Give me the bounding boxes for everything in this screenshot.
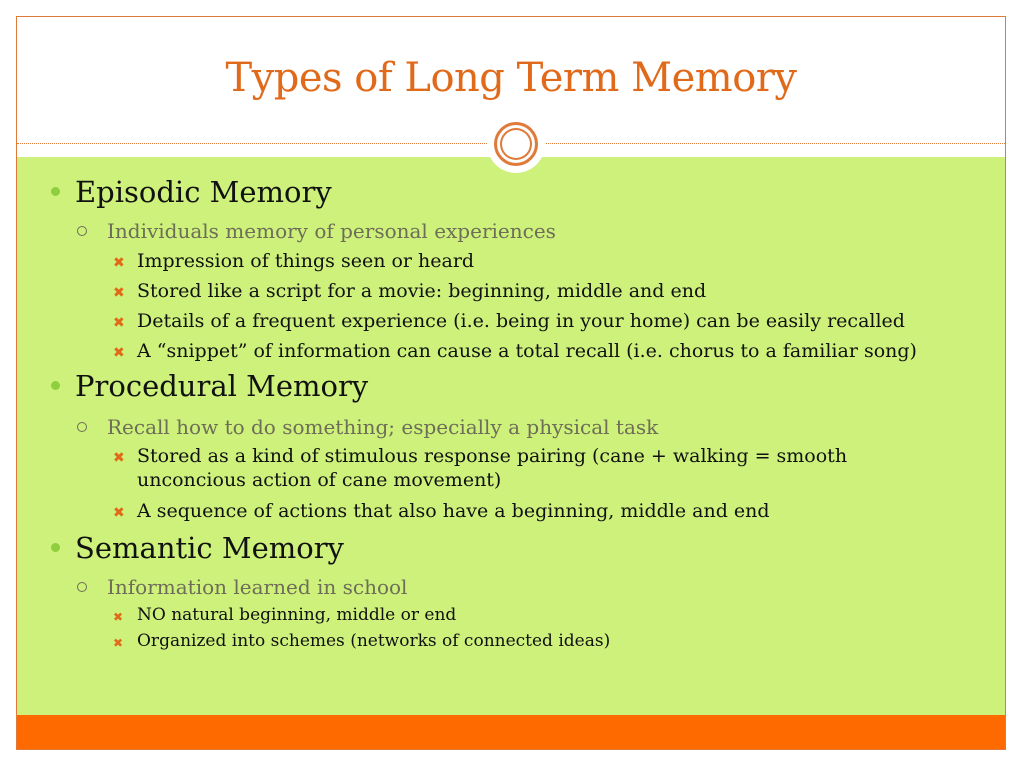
list-item [113,603,457,627]
content-area [17,157,1005,715]
hollow-circle-bullet-icon [77,422,87,432]
list-item [113,339,917,363]
slide-frame [16,16,1006,750]
section-sub-semantic [107,575,407,599]
list-item-text: Impression of things seen or heard [137,250,475,272]
list-item [113,249,475,273]
cross-bullet-icon: ✖ [113,505,125,521]
cross-bullet-icon: ✖ [113,636,124,650]
list-item [113,309,905,333]
list-item-text: A sequence of actions that also have a beginning, middle and end [137,500,770,522]
slide-title: Types of Long Term Memory [225,55,797,101]
section-heading-text: Episodic Memory [75,175,332,209]
list-item [113,499,770,523]
list-item [113,629,611,653]
cross-bullet-icon: ✖ [113,345,125,361]
cross-bullet-icon: ✖ [113,315,125,331]
cross-bullet-icon: ✖ [113,450,125,466]
footer-bar [17,715,1005,749]
title-ornament [487,115,545,173]
list-item-text: A “snippet” of information can cause a total recall (i.e. chorus to a familiar song) [137,340,917,362]
list-item-text: Details of a frequent experience (i.e. being in your home) can be easily recalled [137,310,905,332]
section-sub-procedural [107,415,658,439]
section-sub-text: Information learned in school [107,575,408,599]
cross-bullet-icon: ✖ [113,610,124,624]
cross-bullet-icon: ✖ [113,285,125,301]
ring-icon [494,122,538,166]
bullet-dot-icon [51,543,60,552]
section-heading-semantic [75,531,344,565]
bullet-dot-icon [51,381,60,390]
list-item [113,279,707,303]
section-heading-procedural [75,369,368,403]
list-item-text: NO natural beginning, middle or end [137,605,457,625]
cross-bullet-icon: ✖ [113,255,125,271]
list-item-text: Stored as a kind of stimulous response pairing (cane + walking = smooth unconcious action of cane movement) [137,445,848,491]
section-heading-episodic [75,175,332,209]
hollow-circle-bullet-icon [77,226,87,236]
section-heading-text: Procedural Memory [75,369,369,403]
list-item-text: Stored like a script for a movie: beginning, middle and end [137,280,707,302]
hollow-circle-bullet-icon [77,582,87,592]
section-sub-text: Individuals memory of personal experiences [107,219,556,243]
section-heading-text: Semantic Memory [75,531,344,565]
list-item-text: Organized into schemes (networks of connected ideas) [137,631,611,651]
section-sub-text: Recall how to do something; especially a physical task [107,415,659,439]
section-sub-episodic [107,219,556,243]
list-item [113,444,907,492]
bullet-dot-icon [51,187,60,196]
